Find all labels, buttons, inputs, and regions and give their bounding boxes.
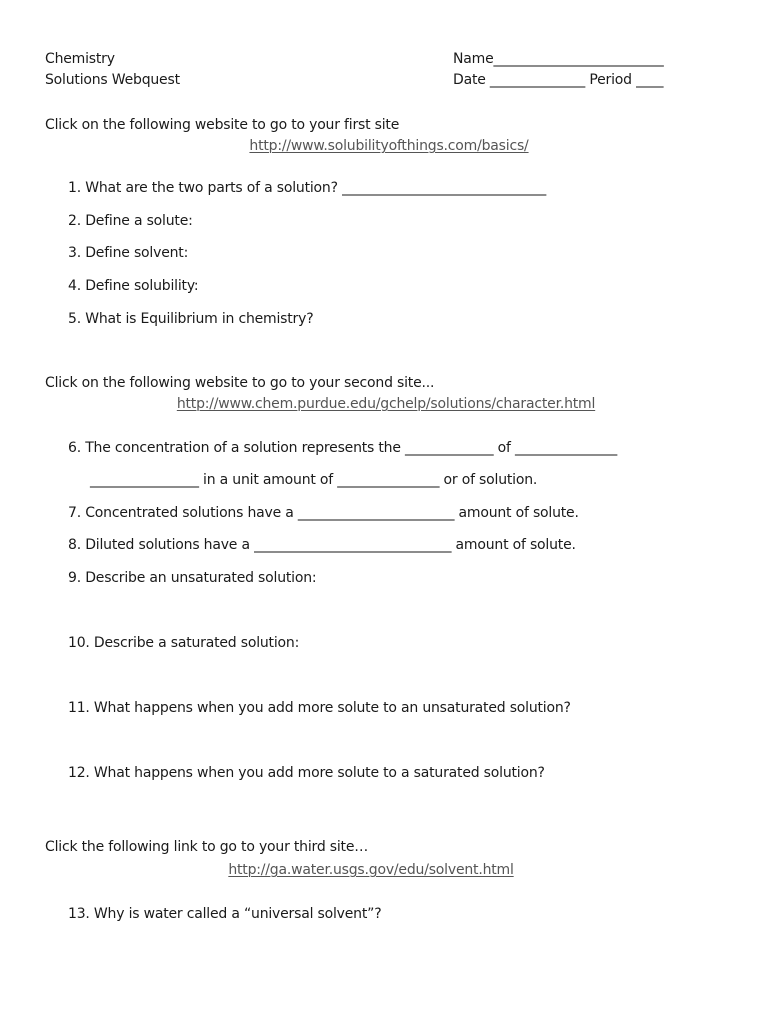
question-12: 12. What happens when you add more solute to a saturated solution? (68, 765, 545, 781)
question-13: 13. Why is water called a “universal solvent”? (68, 906, 382, 922)
question-1: 1. What are the two parts of a solution? ______________________________ (68, 180, 547, 196)
question-11: 11. What happens when you add more solute to an unsaturated solution? (68, 700, 571, 716)
course-title: Chemistry (45, 51, 115, 67)
third-site-link[interactable]: http://ga.water.usgs.gov/edu/solvent.html (228, 862, 514, 878)
first-site-instruction: Click on the following website to go to your first site (45, 117, 400, 133)
third-site-instruction: Click the following link to go to your third site… (45, 839, 369, 855)
second-site-link[interactable]: http://www.chem.purdue.edu/gchelp/solutions/character.html (176, 396, 596, 412)
question-6b: ________________ in a unit amount of _______________ or of solution. (90, 472, 538, 488)
question-9: 9. Describe an unsaturated solution: (68, 570, 317, 586)
question-3: 3. Define solvent: (68, 245, 189, 261)
second-site-instruction: Click on the following website to go to your second site... (45, 375, 435, 391)
question-10: 10. Describe a saturated solution: (68, 635, 300, 651)
first-site-link[interactable]: http://www.solubilityofthings.com/basics/ (249, 138, 529, 154)
date-period-line: Date ______________ Period ____ (453, 72, 664, 88)
question-8: 8. Diluted solutions have a _____________________________ amount of solute. (68, 537, 576, 553)
question-4: 4. Define solubility: (68, 278, 199, 294)
question-2: 2. Define a solute: (68, 213, 193, 229)
question-6a: 6. The concentration of a solution represents the _____________ of _______________ (68, 440, 618, 456)
question-5: 5. What is Equilibrium in chemistry? (68, 311, 314, 327)
worksheet-subtitle: Solutions Webquest (45, 72, 180, 88)
name-field-line: Name_________________________ (453, 51, 664, 67)
question-7: 7. Concentrated solutions have a _______________________ amount of solute. (68, 505, 579, 521)
